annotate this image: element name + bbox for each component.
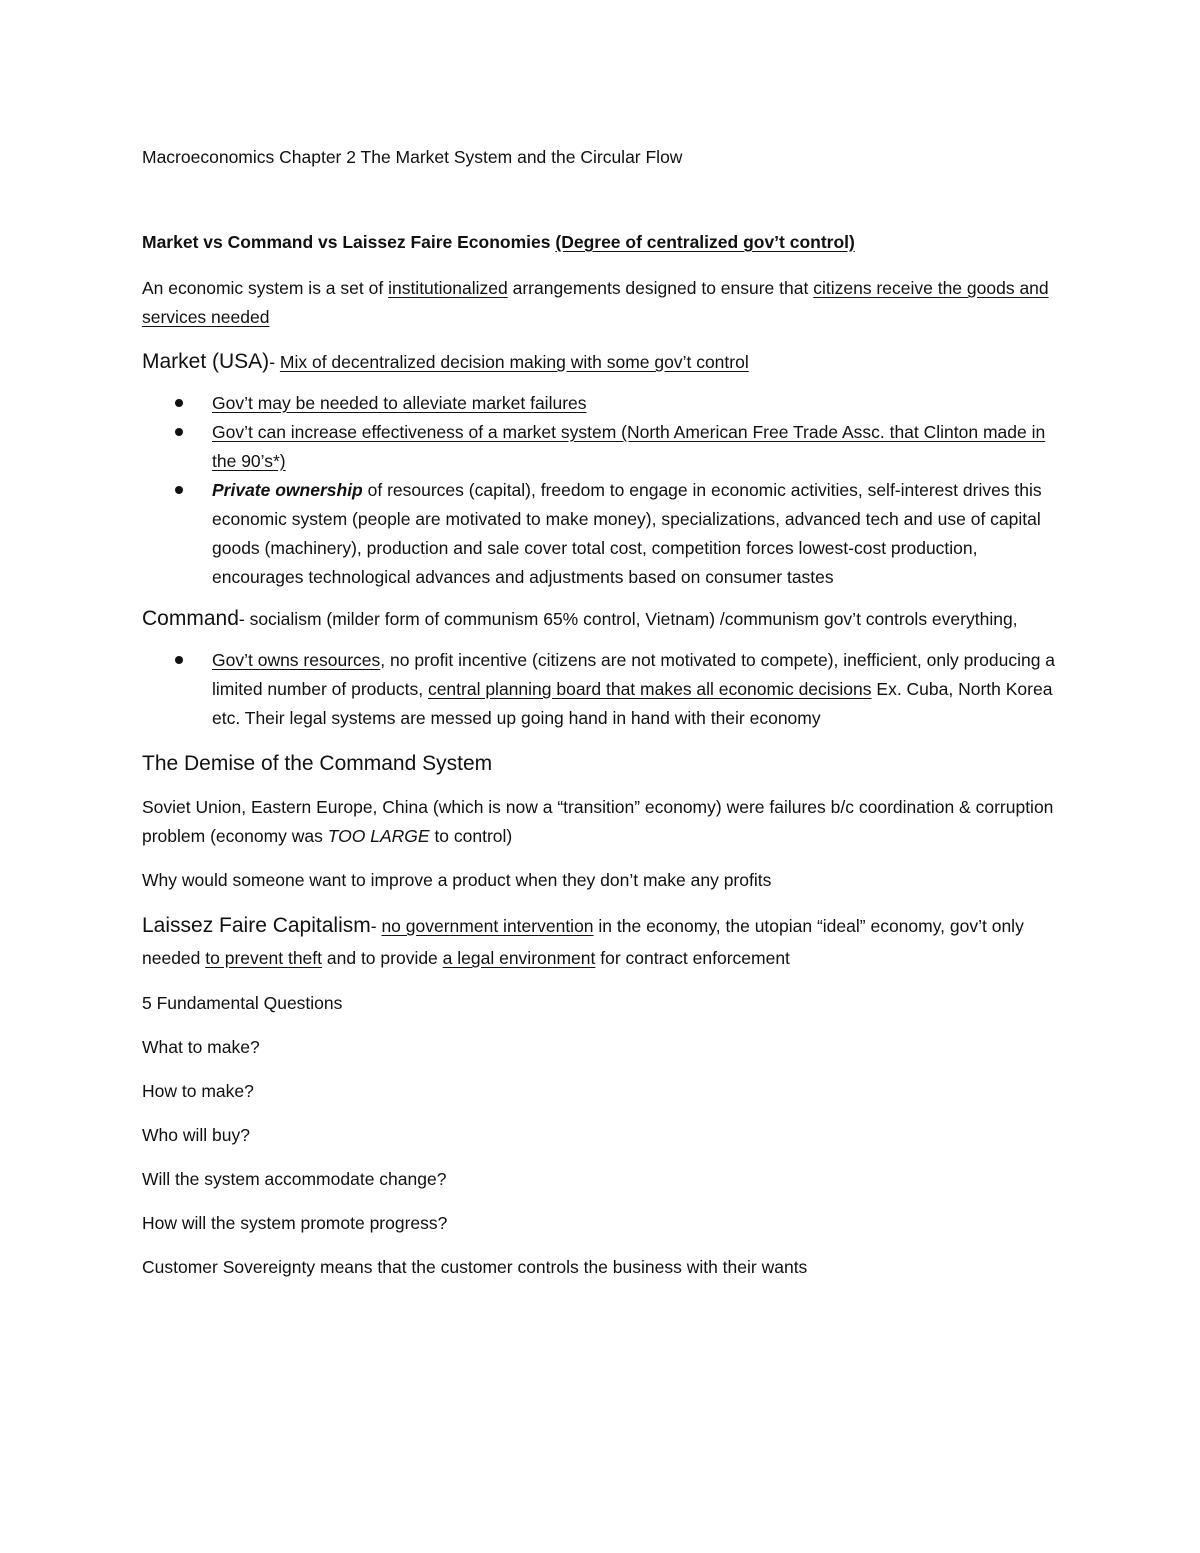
intro-underline-2: citizens receive the goods and services needed	[142, 278, 1049, 327]
customer-sovereignty: Customer Sovereignty means that the customer controls the business with their wants	[142, 1257, 808, 1277]
intro-underline-1: institutionalized	[388, 278, 508, 298]
market-description: Mix of decentralized decision making with some gov’t control	[279, 352, 749, 372]
laissez-text-2: and to provide	[322, 948, 443, 968]
command-label: Command	[142, 607, 239, 630]
command-underline-1: Gov’t owns resources	[212, 650, 381, 670]
market-heading	[142, 347, 1057, 377]
laissez-underline-3: a legal environment	[442, 948, 596, 968]
intro-text-1: An economic system is a set of	[142, 278, 389, 298]
demise-paragraph-1	[142, 793, 1057, 851]
list-item	[142, 476, 1057, 592]
laissez-label: Laissez Faire Capitalism	[142, 914, 371, 937]
list-item	[142, 418, 1057, 476]
market-dash: -	[269, 352, 280, 372]
demise-paragraph-2: Why would someone want to improve a product when they don’t make any profits	[142, 870, 772, 890]
bullet-dot-icon	[175, 428, 183, 436]
question-3: Who will buy?	[142, 1125, 250, 1145]
command-underline-2: central planning board that makes all economic decisions	[427, 679, 872, 699]
market-label: Market (USA)	[142, 350, 270, 373]
market-bullet-1: Gov’t may be needed to alleviate market failures	[212, 393, 587, 413]
list-item	[142, 646, 1057, 733]
demise-emphasis: TOO LARGE	[327, 826, 430, 846]
laissez-heading	[142, 910, 1057, 974]
market-bullet-2: Gov’t can increase effectiveness of a market system (North American Free Trade Assc. that Clinton made in the 90’s*)	[212, 422, 1046, 471]
document-body	[142, 143, 1057, 1297]
question-4: Will the system accommodate change?	[142, 1169, 447, 1189]
market-bullet-3-emphasis: Private ownership	[212, 480, 363, 500]
list-item	[142, 389, 1057, 418]
intro-paragraph	[142, 274, 1057, 332]
bullet-dot-icon	[175, 656, 183, 664]
section-heading-main: Market vs Command vs Laissez Faire Economies	[142, 232, 556, 252]
laissez-underline-1: no government intervention	[381, 916, 594, 936]
question-1: What to make?	[142, 1037, 260, 1057]
demise-text-b: to control)	[429, 826, 513, 846]
laissez-text-3: for contract enforcement	[595, 948, 790, 968]
intro-text-2: arrangements designed to ensure that	[507, 278, 814, 298]
demise-heading: The Demise of the Command System	[142, 752, 493, 775]
market-bullet-3-text: of resources (capital), freedom to engage in economic activities, self-interest drives this economic system (people are motivated to make money), specializations, advanced tech and use of capital goods (machinery), production and sale cover total cost, competition forces lowest-cost production, encourages technological advances and adjustments based on consumer tastes	[212, 480, 1042, 587]
question-5: How will the system promote progress?	[142, 1213, 448, 1233]
market-bullet-list	[142, 389, 1057, 592]
section-heading	[142, 228, 1057, 257]
command-description: - socialism (milder form of communism 65% control, Vietnam) /communism gov’t controls everything,	[238, 609, 1018, 629]
laissez-underline-2: to prevent theft	[205, 948, 323, 968]
command-text-1: , no profit incentive (citizens are not motivated to compete), inefficient, only producing a limited number of products,	[212, 650, 1056, 699]
laissez-dash: -	[370, 916, 382, 936]
command-text-2: Ex. Cuba, North Korea etc. Their legal systems are messed up going hand in hand with their economy	[212, 679, 1053, 728]
command-heading	[142, 604, 1057, 634]
question-2: How to make?	[142, 1081, 254, 1101]
demise-text-a: Soviet Union, Eastern Europe, China (which is now a “transition” economy) were failures b/c coordination & corruption problem (economy was	[142, 797, 1054, 846]
laissez-text-1: in the economy, the utopian “ideal” economy, gov’t only needed	[142, 916, 1024, 968]
bullet-dot-icon	[175, 486, 183, 494]
section-heading-underlined: (Degree of centralized gov’t control)	[555, 232, 855, 252]
command-bullet-list	[142, 646, 1057, 733]
fundamental-questions-heading: 5 Fundamental Questions	[142, 993, 343, 1013]
bullet-dot-icon	[175, 399, 183, 407]
document-title: Macroeconomics Chapter 2 The Market System and the Circular Flow	[142, 147, 683, 167]
